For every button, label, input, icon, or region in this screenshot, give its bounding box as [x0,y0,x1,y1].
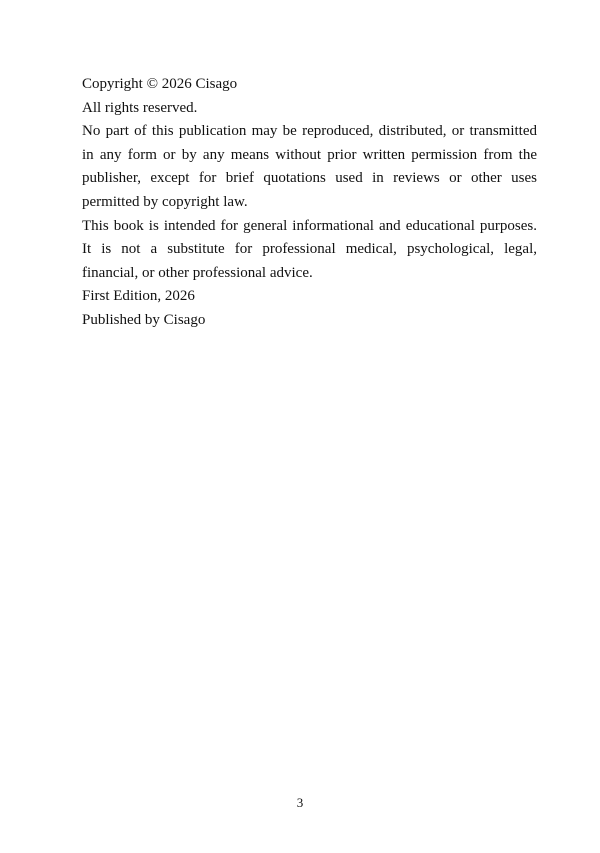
rights-reserved-line: All rights reserved. [82,99,198,116]
page-number: 3 [296,795,304,810]
copyright-line: Copyright © 2026 Cisago [82,76,238,92]
publisher-line: Published by Cisago [82,311,206,328]
copyright-block [82,73,537,333]
edition-line: First Edition, 2026 [82,288,195,305]
reproduction-notice: No part of this publication may be reproduced, distributed, or transmitted in any form or by any means without prior written permission from the publisher, except for brief quotations used in reviews or other uses permitted by copyright law. [82,123,537,210]
disclaimer-paragraph: This book is intended for general informational and educational purposes. It is not a substitute for professional medical, psychological, legal, financial, or other professional advice. [82,217,537,281]
